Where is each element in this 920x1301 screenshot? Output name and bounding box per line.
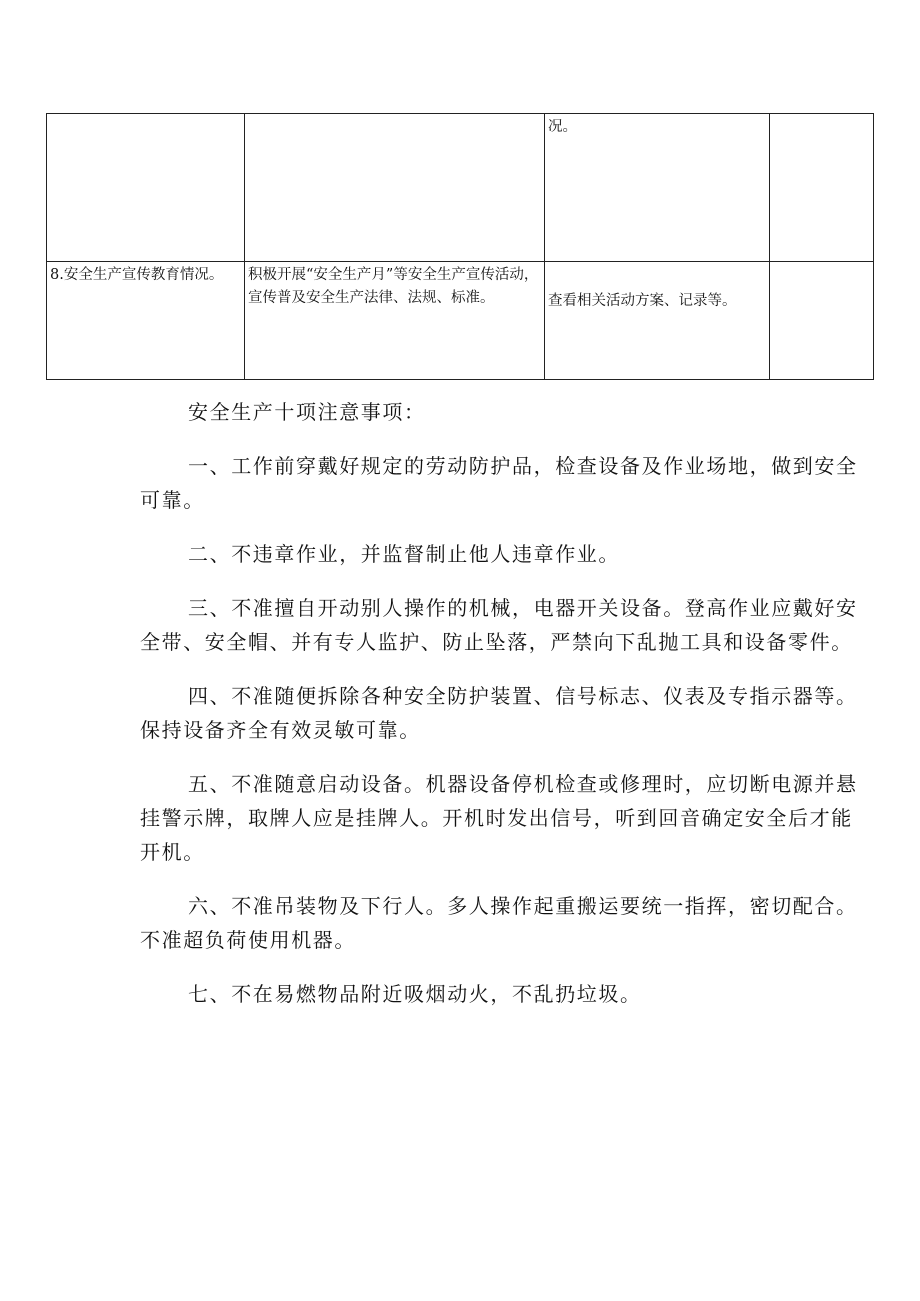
table-row <box>47 262 874 380</box>
note-item: 四、不准随便拆除各种安全防护装置、信号标志、仪表及专指示器等。保持设备齐全有效灵敏可靠。 <box>140 684 858 742</box>
table-cell-requirement: 积极开展“安全生产月”等安全生产宣传活动，宣传普及安全生产法律、法规、标准。 <box>245 262 545 380</box>
table-cell-item <box>47 114 245 262</box>
inspection-table <box>46 113 874 380</box>
table-cell-requirement <box>245 114 545 262</box>
note-item: 一、工作前穿戴好规定的劳动防护品，检查设备及作业场地，做到安全可靠。 <box>140 454 858 512</box>
notes-heading: 安全生产十项注意事项： <box>188 400 426 424</box>
table-cell-method: 况。 <box>545 114 770 262</box>
table-cell-method: 查看相关活动方案、记录等。 <box>545 262 770 380</box>
note-item: 六、不准吊装物及下行人。多人操作起重搬运要统一指挥，密切配合。不准超负荷使用机器。 <box>140 894 858 952</box>
safety-notes <box>0 395 920 1031</box>
note-item: 五、不准随意启动设备。机器设备停机检查或修理时，应切断电源并悬挂警示牌，取牌人应是挂牌人。开机时发出信号，听到回音确定安全后才能开机。 <box>140 772 858 864</box>
note-item: 二、不违章作业，并监督制止他人违章作业。 <box>188 542 620 566</box>
table-cell-result <box>770 262 874 380</box>
note-item: 七、不在易燃物品附近吸烟动火，不乱扔垃圾。 <box>188 982 642 1006</box>
note-item: 三、不准擅自开动别人操作的机械，电器开关设备。登高作业应戴好安全带、安全帽、并有专人监护、防止坠落，严禁向下乱抛工具和设备零件。 <box>140 596 858 654</box>
table-cell-result <box>770 114 874 262</box>
table-cell-item: 8.安全生产宣传教育情况。 <box>47 262 245 380</box>
table-row <box>47 114 874 262</box>
